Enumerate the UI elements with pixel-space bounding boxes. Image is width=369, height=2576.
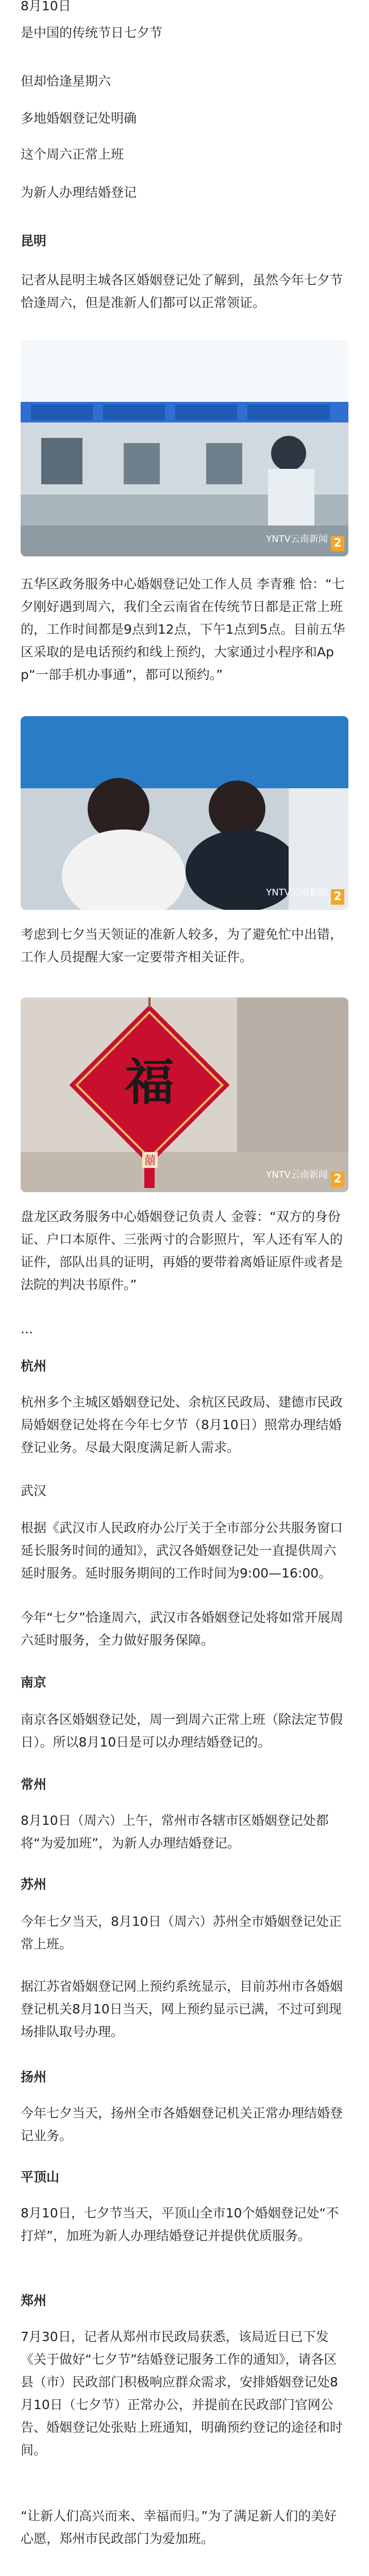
channel-badge: 2	[331, 889, 344, 905]
section-title-zhengzhou: 郑州	[21, 2293, 47, 2308]
yangzhou-paragraph-1: 今年七夕当天，扬州全市各婚姻登记机关正常办理结婚登记业务。	[21, 2106, 343, 2143]
wuhan-paragraph-2: 今年“七夕”恰逢周六，武汉市各婚姻登记处将如常开展周六延时服务，全力做好服务保障。	[21, 1610, 343, 1648]
section-title-wuhan: 武汉	[21, 1483, 47, 1498]
section-title-kunming: 昆明	[21, 233, 47, 248]
intro-line-5: 为新人办理结婚登记	[21, 185, 137, 200]
section-title-nanjing: 南京	[21, 1675, 47, 1690]
changzhou-paragraph-1: 8月10日（周六）上午，常州市各辖市区婚姻登记处都将“为爱加班”，为新人办理结婚登记。	[21, 1813, 329, 1851]
photo-couple-counter	[21, 716, 348, 910]
tv-logo: YNTV云南新闻	[266, 534, 328, 545]
kunming-paragraph-3: 考虑到七夕当天领证的准新人较多，为了避免忙中出错，工作人员提醒大家一定要带齐相关证件。	[21, 927, 343, 964]
photo-registry-hall	[21, 340, 348, 556]
section-title-suzhou: 苏州	[21, 1877, 47, 1892]
channel-badge: 2	[331, 536, 344, 551]
tv-logo: YNTV云南新闻	[266, 1170, 328, 1180]
kunming-paragraph-4: 盘龙区政务服务中心婚姻登记负责人 金蓉：“双方的身份证、户口本原件、三张两寸的合影照片，军人还有军人的证件，部队出具的证明，再婚的要带着离婚证原件或者是法院的判决书原件。”	[21, 1209, 343, 1292]
channel-badge: 2	[331, 1172, 344, 1187]
suzhou-paragraph-1: 今年七夕当天，8月10日（周六）苏州全市婚姻登记处正常上班。	[21, 1914, 342, 1952]
zhengzhou-paragraph-2: “让新人们高兴而来、幸福而归。”为了满足新人们的美好心愿，郑州市民政部门为爱加班。	[21, 2509, 337, 2546]
intro-date: 8月10日	[21, 0, 71, 13]
intro-block	[21, 0, 348, 16]
section-title-changzhou: 常州	[21, 1777, 47, 1792]
photo-fu-decoration-image	[21, 997, 348, 1192]
intro-line-4: 这个周六正常上班	[21, 147, 124, 162]
photo-registry-hall-image	[21, 340, 348, 556]
xi-character: 囍	[142, 1152, 158, 1168]
intro-line-2: 但却恰逢星期六	[21, 74, 111, 89]
ellipsis: ...	[21, 1321, 33, 1336]
hangzhou-paragraph-1: 杭州多个主城区婚姻登记处、余杭区民政局、建德市民政局婚姻登记处将在今年七夕节（8月10日）照常办理结婚登记业务。尽最大限度满足新人需求。	[21, 1395, 343, 1455]
photo-fu-decoration	[21, 997, 348, 1192]
zhengzhou-paragraph-1: 7月30日，记者从郑州市民政局获悉，该局近日已下发《关于做好“七夕节”结婚登记服务工作的通知》，请各区县（市）民政部门积极响应群众需求，安排婚姻登记处8月10日（七夕节）正常办公，并提前在民政部门官网公告、婚姻登记处张贴上班通知，明确预约登记的途径和时间。	[21, 2329, 343, 2458]
section-title-hangzhou: 杭州	[21, 1359, 47, 1374]
section-title-luoyang	[21, 2573, 348, 2576]
intro-line-3: 多地婚姻登记处明确	[21, 111, 137, 126]
photo-couple-counter-image	[21, 716, 348, 910]
fu-character: 福	[125, 1054, 174, 1111]
wuhan-paragraph-1: 根据《武汉市人民政府办公厅关于全市部分公共服务窗口延长服务时间的通知》，武汉各婚姻登记处一直提供周六延时服务。延时服务期间的工作时间为9:00—16:00。	[21, 1520, 343, 1581]
nanjing-paragraph-1: 南京各区婚姻登记处，周一到周六正常上班（除法定节假日）。所以8月10日是可以办理结婚登记的。	[21, 1712, 343, 1750]
kunming-paragraph-2: 五华区政务服务中心婚姻登记处工作人员 李青雅 恰：“七夕刚好遇到周六，我们全云南省在传统节日都是正常上班的，工作时间都是9点到12点，下午1点到5点。目前五华区采取的是电话预约和线上预约，大家通过小程序和App“一部手机办事通”，都可以预约。”	[21, 577, 345, 682]
suzhou-paragraph-2: 据江苏省婚姻登记网上预约系统显示，目前苏州市各婚姻登记机关8月10日当天，网上预约显示已满，不过可到现场排队取号办理。	[21, 1979, 343, 2039]
tv-logo: YNTV云南新闻	[266, 887, 328, 898]
pingdingshan-paragraph-1: 8月10日，七夕节当天，平顶山全市10个婚姻登记处“不打烊”，加班为新人办理结婚登记并提供优质服务。	[21, 2206, 339, 2243]
section-title-pingdingshan: 平顶山	[21, 2170, 60, 2184]
kunming-paragraph-1: 记者从昆明主城各区婚姻登记处了解到，虽然今年七夕节恰逢周六，但是准新人们都可以正常领证。	[21, 273, 343, 310]
section-title-yangzhou: 扬州	[21, 2070, 47, 2084]
intro-line-1: 是中国的传统节日七夕节	[21, 25, 163, 40]
